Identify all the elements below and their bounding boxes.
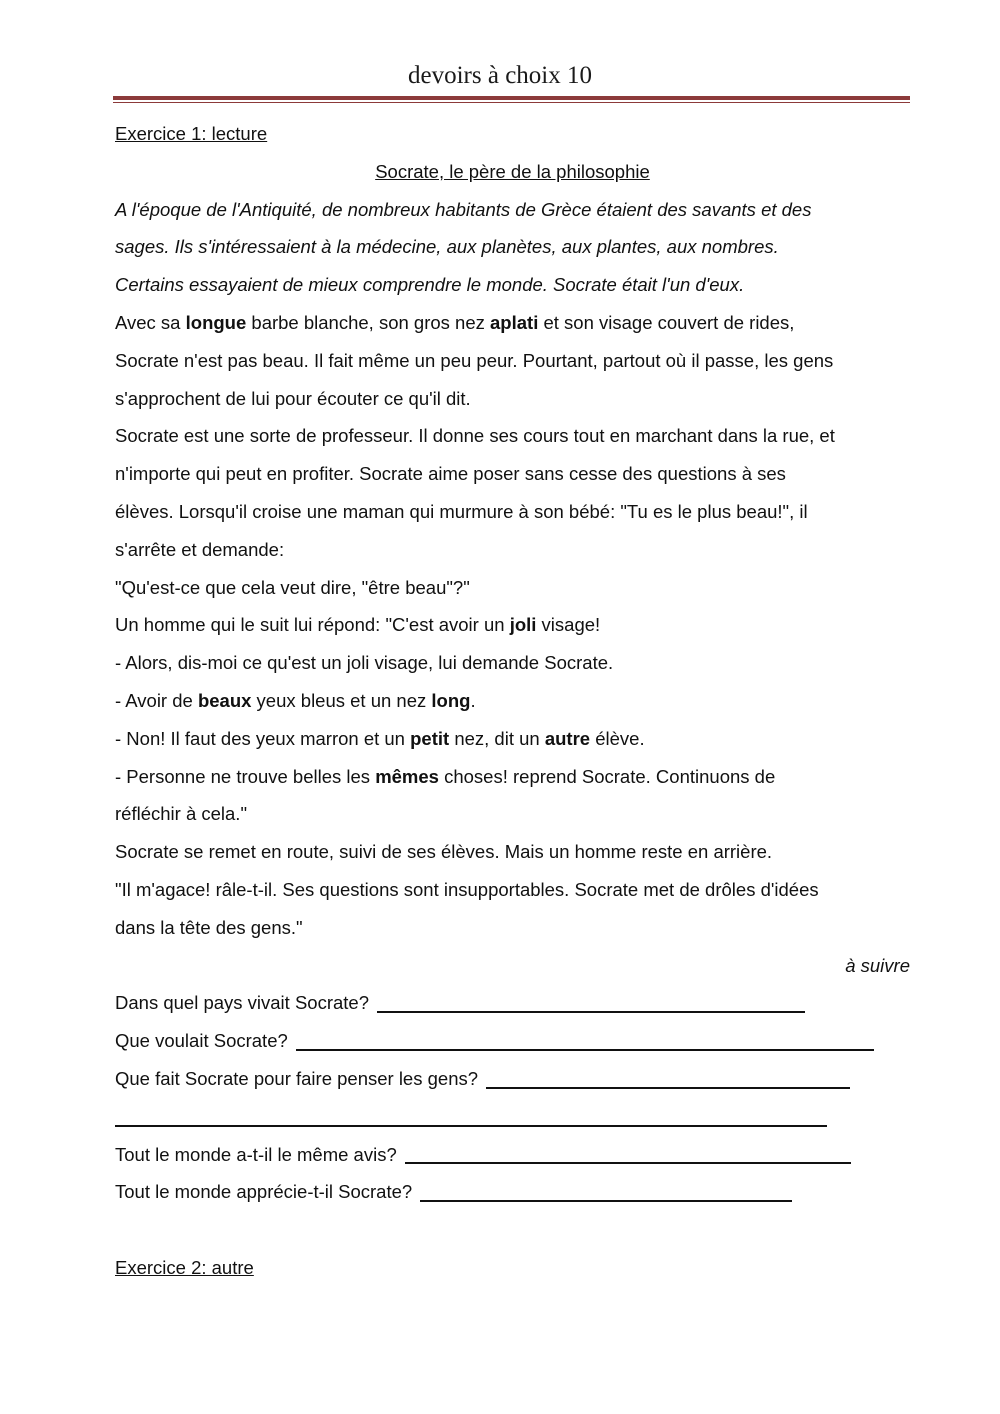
- bold-word: long: [431, 689, 471, 711]
- question-label: Tout le monde a-t-il le même avis?: [115, 1143, 397, 1165]
- text-span: - Non! Il faut des yeux marron et un: [115, 727, 411, 749]
- dialog-line: [115, 682, 910, 720]
- text-span: - Avoir de: [115, 689, 198, 711]
- bold-word: longue: [185, 311, 247, 333]
- header-divider-thin: [113, 102, 910, 103]
- paragraph-line: Socrate est une sorte de professeur. Il donne ses cours tout en marchant dans la rue, et: [115, 425, 835, 447]
- exercise2-heading: Exercice 2: autre: [115, 1256, 254, 1278]
- answer-field[interactable]: [115, 1101, 827, 1127]
- question-row: [115, 1173, 910, 1211]
- spacer: [115, 1211, 910, 1249]
- to-follow-note: à suivre: [845, 954, 910, 976]
- question-row-continued: [115, 1098, 910, 1136]
- dialog-line: [115, 758, 910, 796]
- question-label: Que fait Socrate pour faire penser les gens?: [115, 1067, 479, 1089]
- bold-word: petit: [410, 727, 450, 749]
- paragraph-line: s'arrête et demande:: [115, 538, 285, 560]
- dialog-line: réfléchir à cela.": [115, 803, 248, 825]
- paragraph-line: "Qu'est-ce que cela veut dire, "être beau"?": [115, 576, 470, 598]
- intro-line: Certains essayaient de mieux comprendre le monde. Socrate était l'un d'eux.: [115, 274, 745, 296]
- text-span: visage!: [536, 614, 601, 636]
- bold-word: autre: [544, 727, 591, 749]
- answer-field[interactable]: [486, 1063, 850, 1089]
- page-title: devoirs à choix 10: [408, 62, 592, 89]
- answer-field[interactable]: [296, 1025, 874, 1051]
- text-span: Un homme qui le suit lui répond: "C'est avoir un: [115, 614, 510, 636]
- text-span: barbe blanche, son gros nez: [246, 311, 491, 333]
- text-span: choses! reprend Socrate. Continuons de: [438, 765, 776, 787]
- document-body: [115, 115, 910, 1287]
- question-row: [115, 1136, 910, 1174]
- bold-word: beaux: [197, 689, 252, 711]
- text-span: - Personne ne trouve belles les: [115, 765, 376, 787]
- question-row: [115, 1022, 910, 1060]
- bold-word: mêmes: [375, 765, 439, 787]
- paragraph-line: "Il m'agace! râle-t-il. Ses questions sont insupportables. Socrate met de drôles d'idées: [115, 878, 819, 900]
- intro-line: sages. Ils s'intéressaient à la médecine, aux planètes, aux plantes, aux nombres.: [115, 236, 779, 258]
- question-label: Que voulait Socrate?: [115, 1030, 288, 1052]
- question-row: [115, 984, 910, 1022]
- paragraph-line: s'approchent de lui pour écouter ce qu'il dit.: [115, 387, 471, 409]
- paragraph-line: élèves. Lorsqu'il croise une maman qui murmure à son bébé: "Tu es le plus beau!", il: [115, 500, 808, 522]
- text-title: Socrate, le père de la philosophie: [375, 160, 650, 182]
- paragraph-line: dans la tête des gens.": [115, 916, 303, 938]
- text-span: yeux bleus et un nez: [251, 689, 432, 711]
- answer-field[interactable]: [420, 1176, 792, 1202]
- dialog-line: - Alors, dis-moi ce qu'est un joli visage, lui demande Socrate.: [115, 652, 614, 674]
- dialog-line: [115, 720, 910, 758]
- header-divider: [113, 96, 910, 100]
- paragraph-line: n'importe qui peut en profiter. Socrate aime poser sans cesse des questions à ses: [115, 463, 786, 485]
- text-span: .: [470, 689, 476, 711]
- paragraph-line: Socrate se remet en route, suivi de ses élèves. Mais un homme reste en arrière.: [115, 841, 773, 863]
- text-span: nez, dit un: [449, 727, 545, 749]
- question-label: Dans quel pays vivait Socrate?: [115, 992, 369, 1014]
- answer-field[interactable]: [377, 987, 805, 1013]
- bold-word: joli: [509, 614, 537, 636]
- text-span: et son visage couvert de rides,: [538, 311, 795, 333]
- text-span: Avec sa: [115, 311, 186, 333]
- question-label: Tout le monde apprécie-t-il Socrate?: [115, 1181, 413, 1203]
- paragraph-line: [115, 304, 910, 342]
- paragraph-line: Socrate n'est pas beau. Il fait même un peu peur. Pourtant, partout où il passe, les gens: [115, 349, 834, 371]
- intro-line: A l'époque de l'Antiquité, de nombreux habitants de Grèce étaient des savants et des: [115, 198, 812, 220]
- dialog-line: [115, 606, 910, 644]
- text-span: élève.: [590, 727, 645, 749]
- exercise1-heading: Exercice 1: lecture: [115, 123, 268, 144]
- bold-word: aplati: [490, 311, 539, 333]
- question-row: [115, 1060, 910, 1098]
- answer-field[interactable]: [405, 1138, 851, 1164]
